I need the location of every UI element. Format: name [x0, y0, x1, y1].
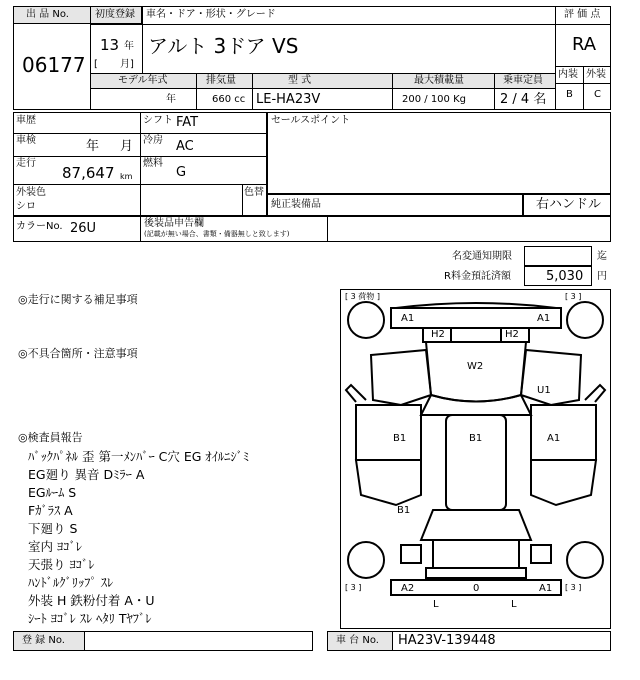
side-left: [356, 460, 421, 505]
name-change-unit: 迄: [597, 251, 607, 262]
color: シロ: [16, 201, 36, 212]
ac-label: 冷房: [143, 135, 163, 146]
spec-div-4: [494, 73, 495, 110]
month-bracket-open: [: [94, 59, 98, 70]
mileage-label: 走行: [16, 158, 36, 169]
mark-a1-front-left: A1: [401, 313, 415, 324]
tail-gate: [433, 540, 519, 568]
exterior-label: 外装: [586, 69, 606, 80]
genuine-parts-label: 純正装備品: [271, 199, 321, 210]
inspector-report-lines: [28, 447, 249, 627]
name-change-label: 名変通知期限: [452, 251, 512, 262]
capacity-label: 乗車定員: [503, 75, 543, 86]
recycle-amount: 5,030: [546, 269, 584, 284]
inspector-report-label: ◎検査員報告: [18, 431, 83, 444]
mark-a1-rear: A1: [539, 583, 553, 594]
wheel-rear-left: [348, 542, 384, 578]
tail-light-left: [401, 545, 421, 563]
ac: AC: [176, 139, 194, 154]
mark-u1: U1: [537, 385, 551, 396]
model-label: 車名・ドア・形状・グレード: [146, 9, 276, 20]
color-no-cell: [13, 216, 611, 242]
mark-b1-center: B1: [469, 433, 483, 444]
defects-label: ◎不具合箇所・注意事項: [18, 347, 138, 360]
fuel: G: [176, 165, 187, 180]
corner-br: [ 3 ]: [565, 583, 582, 592]
month-unit: 月]: [120, 59, 134, 70]
wheel-front-right: [567, 302, 603, 338]
aftermarket-note: (記載が無い場合、書類・備器無しと致します): [144, 230, 290, 238]
mark-l-left: L: [433, 599, 439, 610]
fuel-label: 燃料: [143, 158, 163, 169]
mark-b1-rear: B1: [397, 505, 411, 516]
handle: 右ハンドル: [536, 197, 602, 212]
score-label: 評 価 点: [564, 9, 601, 20]
report-line: ﾊﾞｯｸﾊﾟﾈﾙ 歪 第一ﾒﾝﾊﾞｰ C穴 EG ｵｲﾙﾆｼﾞﾐ: [28, 449, 250, 464]
max-load: 200 / 100 Kg: [402, 94, 466, 105]
rear-step: [426, 568, 526, 578]
report-line: Fｶﾞﾗｽ A: [28, 503, 73, 518]
recycle-label: R料金預託済額: [444, 271, 511, 282]
inspection-label: 車検: [16, 135, 36, 146]
running-notes-label: ◎走行に関する補足事項: [18, 293, 138, 306]
chassis-label: 車 台 No.: [336, 635, 379, 646]
mark-b1-left: B1: [393, 433, 407, 444]
score-divider-top: [555, 24, 611, 25]
mirror-left: [346, 385, 366, 402]
spec-div-3: [392, 73, 393, 110]
color-change-label: 色替: [244, 187, 264, 198]
interior-score: B: [566, 89, 573, 100]
cn-div-2: [327, 216, 328, 242]
sales-point-label: セールスポイント: [271, 115, 351, 126]
inspection-year: 年: [86, 139, 100, 154]
cn-div-1: [140, 216, 141, 242]
mark-a2: A2: [401, 583, 415, 594]
report-line: ﾊﾝﾄﾞﾙｸﾞﾘｯﾌﾟ ｽﾚ: [28, 575, 114, 590]
displacement-label: 排気量: [206, 75, 236, 86]
model-year-label: モデル年式: [118, 75, 168, 86]
mark-h2-left: H2: [431, 329, 445, 340]
capacity: 2 / 4 名: [500, 92, 547, 107]
lot-no-label: 出 品 No.: [26, 9, 69, 20]
max-load-label: 最大積載量: [414, 75, 464, 86]
aftermarket-label: 後装品申告欄: [144, 218, 204, 229]
mark-h2-right: H2: [505, 329, 519, 340]
windshield: [421, 395, 531, 415]
front-fender-right: [521, 350, 581, 405]
mark-zero: 0: [473, 583, 480, 594]
wheel-front-left: [348, 302, 384, 338]
color-no: 26U: [70, 221, 97, 236]
mark-a1-front-right: A1: [537, 313, 551, 324]
report-line: 室内 ﾖｺﾞﾚ: [28, 539, 82, 554]
det-v1: [140, 112, 141, 216]
inspection-month: 月: [120, 139, 134, 154]
mark-a1-door: A1: [547, 433, 561, 444]
door-left: [356, 405, 421, 460]
reg-no-label: 登 録 No.: [22, 635, 65, 646]
car-outline-svg: [341, 290, 610, 628]
interior-label: 内装: [558, 69, 578, 80]
chassis-no: HA23V-139448: [398, 633, 496, 648]
car-diagram: [340, 289, 611, 629]
score-divider-v: [583, 66, 584, 110]
color-no-label: カラーNo.: [16, 221, 63, 232]
score: RA: [572, 34, 597, 55]
history-label: 車歴: [16, 115, 36, 126]
displacement: 660 cc: [212, 94, 246, 105]
shift-label: シフト: [143, 115, 173, 126]
mirror-right: [585, 385, 605, 402]
side-right: [531, 460, 596, 505]
name-change-box: [524, 246, 592, 266]
first-reg-year: 13: [100, 36, 120, 54]
door-right: [531, 405, 596, 460]
lot-no: 06177: [22, 53, 86, 77]
exterior-score: C: [594, 89, 601, 100]
year-unit: 年: [124, 41, 134, 52]
shift: FAT: [176, 115, 199, 130]
model-name: アルト 3ドア VS: [148, 34, 299, 58]
color-label: 外装色: [16, 187, 46, 198]
score-divider-low: [555, 83, 611, 84]
header-divider: [90, 24, 556, 25]
first-reg-divider: [142, 6, 143, 74]
mileage-unit: km: [120, 172, 133, 181]
first-reg-label: 初度登録: [95, 9, 135, 20]
recycle-unit: 円: [597, 271, 607, 282]
spec-div-2: [252, 73, 253, 110]
mark-w2: W2: [467, 361, 484, 372]
corner-tl: [ 3 荷物 ]: [345, 292, 380, 301]
report-line: 外装 H 鉄粉付着 A・U: [28, 593, 155, 608]
spec-div-1: [196, 73, 197, 110]
report-line: 下廻り S: [28, 521, 78, 536]
mark-l-right: L: [511, 599, 517, 610]
front-fender-left: [371, 350, 431, 405]
roof: [446, 415, 506, 510]
vehicle-type: LE-HA23V: [256, 92, 321, 107]
model-year-unit: 年: [166, 94, 176, 105]
wheel-rear-right: [567, 542, 603, 578]
mileage: 87,647: [62, 164, 115, 182]
corner-bl: [ 3 ]: [345, 583, 362, 592]
report-line: 天張り ﾖｺﾞﾚ: [28, 557, 95, 572]
tail-light-right: [531, 545, 551, 563]
corner-tr: [ 3 ]: [565, 292, 582, 301]
front-bumper: [391, 308, 561, 328]
rear-glass: [421, 510, 531, 540]
color-change-div: [242, 184, 243, 216]
report-line: EG廻り 異音 Dﾐﾗｰ A: [28, 467, 145, 482]
report-line: ｼｰﾄ ﾖｺﾞﾚ ｽﾚ ﾍﾀﾘ Tﾔﾌﾞﾚ: [28, 611, 152, 626]
report-line: EGﾙｰﾑ S: [28, 485, 77, 500]
type-label: 型 式: [288, 75, 312, 86]
